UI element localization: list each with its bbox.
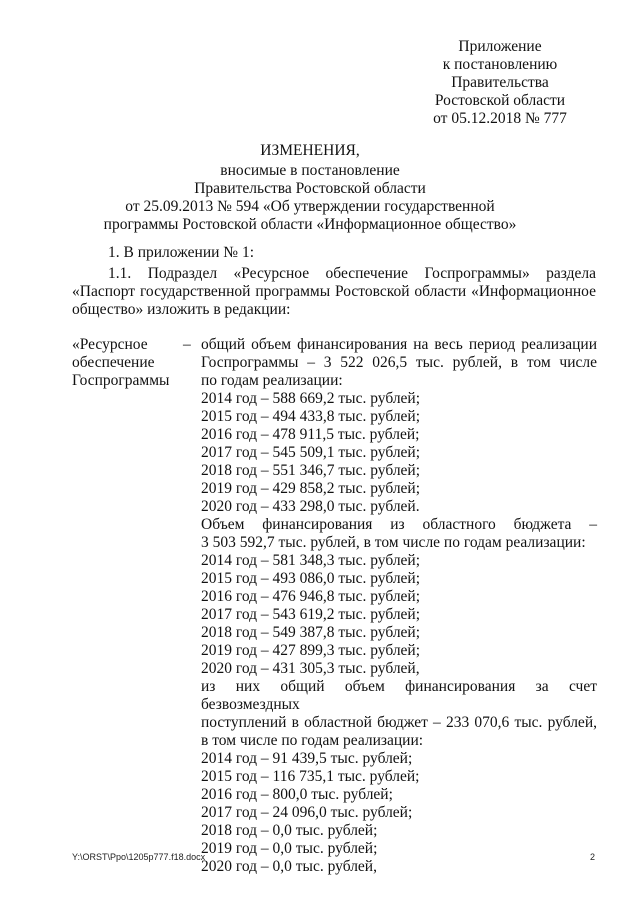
grants-year-row: 2017 год – 24 096,0 тыс. рублей; [201,804,413,821]
regional-year-row: 2015 год – 493 086,0 тыс. рублей; [201,570,421,587]
total-year-row: 2018 год – 551 346,7 тыс. рублей; [201,462,421,479]
page-number: 2 [590,852,596,862]
regional-year-row: 2014 год – 581 348,3 тыс. рублей; [201,552,421,569]
regional-year-row: 2018 год – 549 387,8 тыс. рублей; [201,624,421,641]
total-year-row: 2020 год – 433 298,0 тыс. рублей. [201,498,420,515]
label-dash: – [183,336,191,353]
appendix-line: от 05.12.2018 № 777 [433,110,567,127]
appendix-line: Приложение [458,38,542,55]
regional-line: Объем финансирования из областного бюджета – [201,516,597,533]
grants-line: в том числе по годам реализации: [201,732,424,749]
grants-year-row: 2019 год – 0,0 тыс. рублей; [201,840,378,857]
title-line: от 25.09.2013 № 594 «Об утверждении государственной [125,198,495,215]
title-line: вносимые в постановление [220,162,400,179]
table-label [72,336,182,390]
grants-line: из них общий объем финансирования за счет безвозмездных [201,678,597,713]
footer-file-path: Y:\ORST\Ppo\1205p777.f18.docx [72,852,206,862]
grants-year-row: 2015 год – 116 735,1 тыс. рублей; [201,768,420,785]
total-year-row: 2017 год – 545 509,1 тыс. рублей; [201,444,421,461]
regional-year-row: 2019 год – 427 899,3 тыс. рублей; [201,642,421,659]
appendix-line: Правительства [451,74,549,91]
appendix-line: Ростовской области [434,92,566,109]
item-1-1: 1.1. Подраздел «Ресурсное обеспечение Госпрограммы» раздела «Паспорт государственной программы Ростовской области «Информационное общество» изложить в редакции: [72,265,596,318]
title-line: программы Ростовской области «Информационное общество» [103,216,517,233]
table-content [201,336,597,876]
item-1: 1. В приложении № 1: [108,244,255,261]
appendix-block [380,38,620,128]
grants-year-row: 2014 год – 91 439,5 тыс. рублей; [201,750,413,767]
total-year-row: 2016 год – 478 911,5 тыс. рублей; [201,426,420,443]
label-line: Госпрограммы [72,372,170,389]
regional-year-row: 2017 год – 543 619,2 тыс. рублей; [201,606,421,623]
grants-year-row: 2016 год – 800,0 тыс. рублей; [201,786,393,803]
regional-line: 3 503 592,7 тыс. рублей, в том числе по годам реализации: [201,534,586,551]
label-line: «Ресурсное [72,336,148,353]
title-heading: ИЗМЕНЕНИЯ, [260,142,360,159]
grants-year-row: 2020 год – 0,0 тыс. рублей, [201,858,377,875]
total-year-row: 2015 год – 494 433,8 тыс. рублей; [201,408,421,425]
grants-year-row: 2018 год – 0,0 тыс. рублей; [201,822,378,839]
document-title [90,142,530,234]
appendix-line: к постановлению [442,56,558,73]
total-line: Госпрограммы – 3 522 026,5 тыс. рублей, в том числе [201,354,597,371]
label-line: обеспечение [72,354,155,371]
title-line: Правительства Ростовской области [194,180,426,197]
regional-year-row: 2016 год – 476 946,8 тыс. рублей; [201,588,421,605]
total-line: по годам реализации: [201,372,343,389]
total-line: общий объем финансирования на весь период реализации [201,336,597,353]
total-year-row: 2019 год – 429 858,2 тыс. рублей; [201,480,421,497]
total-year-row: 2014 год – 588 669,2 тыс. рублей; [201,390,421,407]
grants-line: поступлений в областной бюджет – 233 070,6 тыс. рублей, [201,714,597,731]
regional-year-row: 2020 год – 431 305,3 тыс. рублей, [201,660,420,677]
